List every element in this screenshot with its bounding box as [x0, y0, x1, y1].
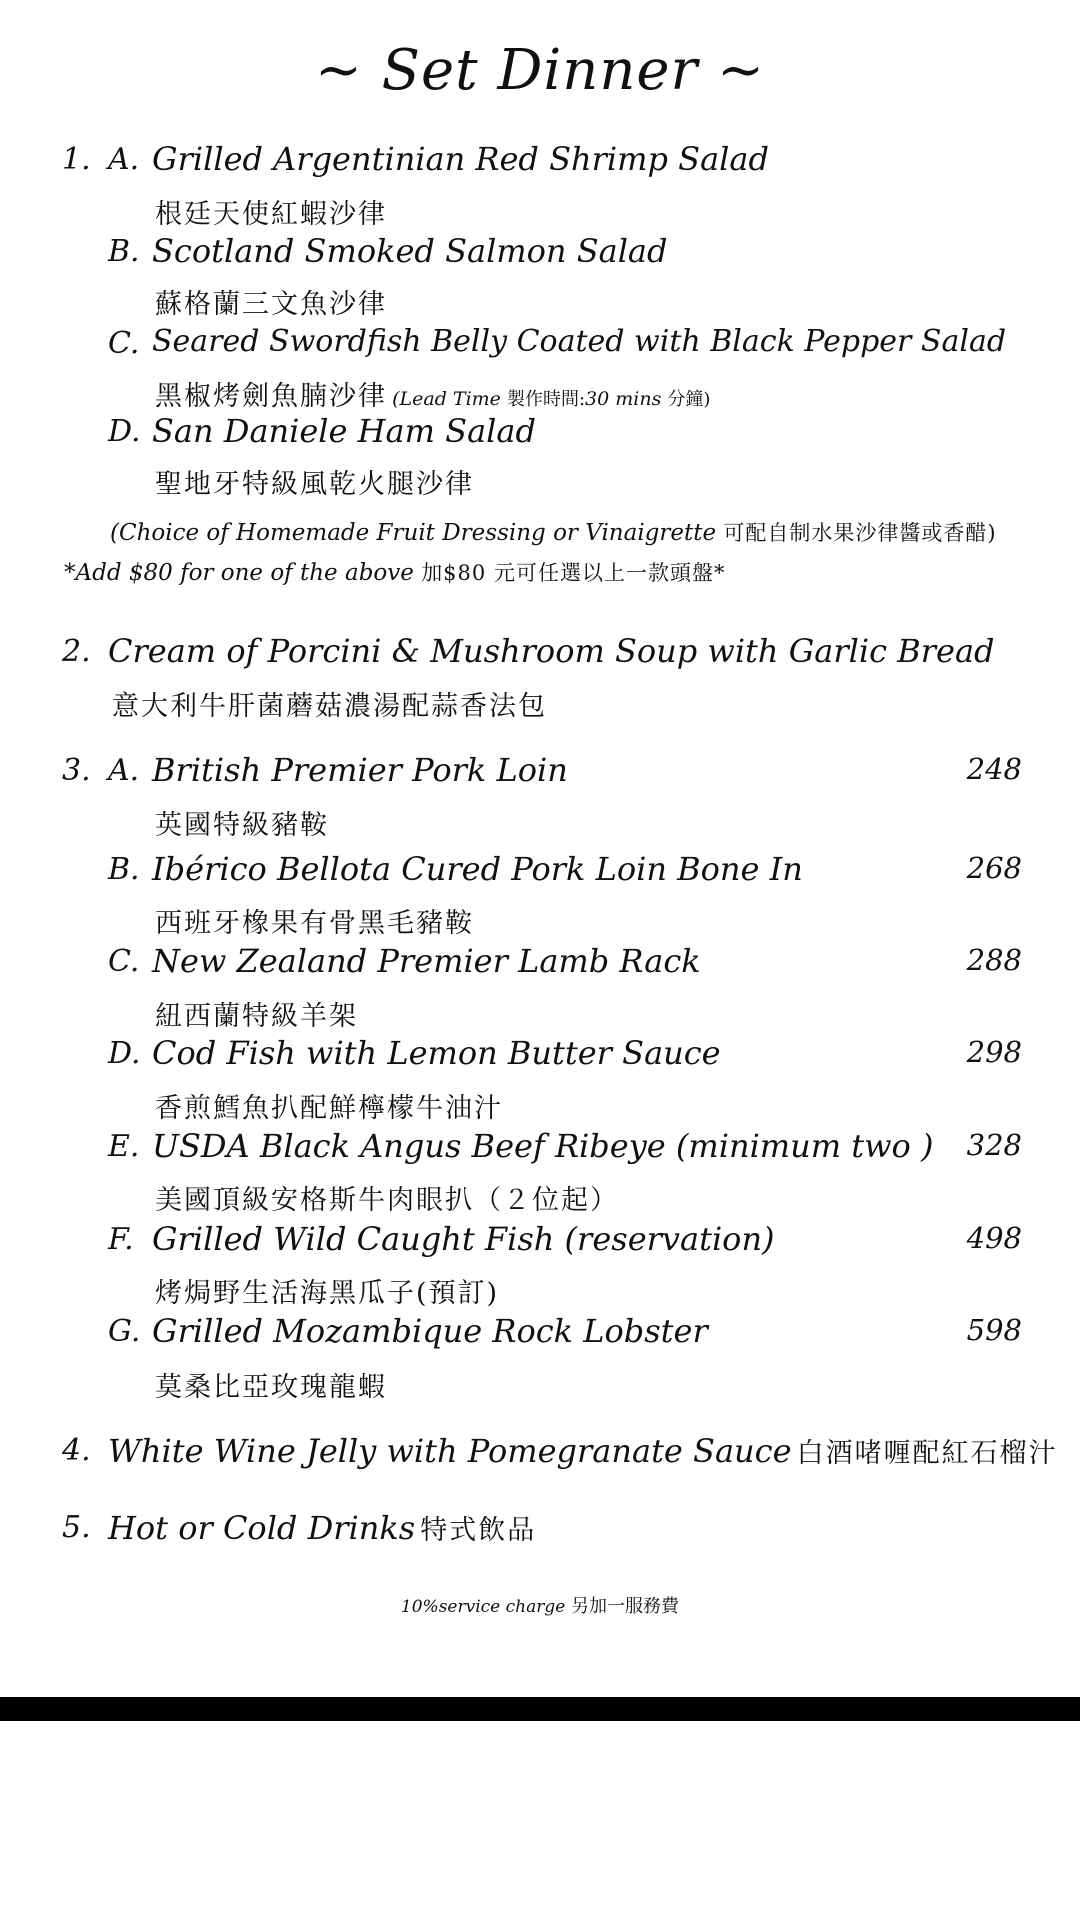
course-1a-letter: A.	[108, 142, 140, 177]
course-2-number: 2.	[62, 634, 91, 669]
course-3a-letter: A.	[108, 753, 140, 788]
course-4-number: 4.	[62, 1433, 91, 1468]
course-3f-name-en: Grilled Wild Caught Fish (reservation)	[152, 1220, 775, 1258]
course-5-number: 5.	[62, 1510, 91, 1545]
course-3e-name-en: USDA Black Angus Beef Ribeye (minimum two )	[152, 1127, 934, 1165]
course-1a-name-zh: 根廷天使紅蝦沙律	[155, 199, 387, 230]
course-3c-name-en: New Zealand Premier Lamb Rack	[152, 942, 701, 980]
course-5-name-zh: 特式飲品	[420, 1515, 537, 1546]
course-3b-letter: B.	[108, 852, 140, 887]
course-3-number: 3.	[62, 753, 91, 788]
course-1c-lead-time	[392, 388, 710, 410]
course-3f-letter: F.	[108, 1222, 134, 1257]
course-1a-name-en: Grilled Argentinian Red Shrimp Salad	[152, 140, 769, 178]
course-1b-name-en: Scotland Smoked Salmon Salad	[152, 232, 668, 270]
course-4-line	[108, 1431, 1058, 1470]
service-charge-zh: 另加一服務費	[571, 1596, 680, 1617]
course-3c-name-zh: 紐西蘭特級羊架	[155, 1001, 358, 1032]
course-3c-letter: C.	[108, 944, 140, 979]
dressing-choice-note	[110, 517, 997, 547]
course-4-name-zh: 白酒啫喱配紅石榴汁	[796, 1438, 1058, 1469]
course-5-line	[108, 1508, 536, 1547]
course-3e-name-zh: 美國頂級安格斯牛肉眼扒（２位起）	[155, 1185, 619, 1216]
course-3b-price: 268	[966, 851, 1022, 885]
course-3e-letter: E.	[108, 1129, 140, 1164]
add-on-en: *Add $80 for one of the above	[64, 560, 414, 586]
course-1d-name-zh: 聖地牙特級風乾火腿沙律	[155, 469, 474, 500]
dressing-choice-zh: 可配自制水果沙律醬或香醋)	[723, 521, 997, 545]
course-3b-name-zh: 西班牙橡果有骨黑毛豬鞍	[155, 908, 474, 939]
course-1c-letter: C.	[108, 326, 140, 361]
course-3d-letter: D.	[108, 1036, 141, 1071]
course-3g-name-zh: 莫桑比亞玫瑰龍蝦	[155, 1372, 387, 1403]
course-1c-name-en: Seared Swordfish Belly Coated with Black Pepper Salad	[152, 324, 1007, 359]
course-3g-name-en: Grilled Mozambique Rock Lobster	[152, 1312, 708, 1350]
course-1c-name-zh-line	[155, 374, 710, 413]
course-3a-name-zh: 英國特級豬鞍	[155, 810, 329, 841]
course-3f-name-zh: 烤焗野生活海黑瓜子(預訂)	[155, 1278, 500, 1309]
course-1c-lead-mins: 30 mins	[585, 388, 662, 410]
course-3g-letter: G.	[108, 1314, 141, 1349]
course-3e-price: 328	[966, 1128, 1022, 1162]
course-1c-lead-unit: 分鐘)	[667, 389, 711, 410]
course-3a-name-en: British Premier Pork Loin	[152, 751, 568, 789]
course-2-name-zh: 意大利牛肝菌蘑菇濃湯配蒜香法包	[112, 691, 547, 722]
course-1b-name-zh: 蘇格蘭三文魚沙律	[155, 289, 387, 320]
bottom-divider-bar	[0, 1697, 1080, 1721]
course-3d-price: 298	[966, 1035, 1022, 1069]
menu-title: ~ Set Dinner ~	[314, 38, 766, 103]
course-5-name-en: Hot or Cold Drinks	[108, 1509, 416, 1547]
add-on-zh: 加$80 元可任選以上一款頭盤*	[421, 561, 726, 585]
dressing-choice-en: (Choice of Homemade Fruit Dressing or Vinaigrette	[110, 520, 717, 546]
course-1c-lead-en: (Lead Time	[392, 388, 501, 410]
course-3d-name-en: Cod Fish with Lemon Butter Sauce	[152, 1034, 721, 1072]
course-3g-price: 598	[966, 1313, 1022, 1347]
service-charge-note	[0, 1592, 1080, 1618]
course-3b-name-en: Ibérico Bellota Cured Pork Loin Bone In	[152, 850, 803, 888]
course-3a-price: 248	[966, 752, 1022, 786]
course-2-name-en: Cream of Porcini & Mushroom Soup with Garlic Bread	[108, 632, 995, 670]
course-1b-letter: B.	[108, 234, 140, 269]
course-3d-name-zh: 香煎鱈魚扒配鮮檸檬牛油汁	[155, 1093, 503, 1124]
course-1d-letter: D.	[108, 414, 141, 449]
add-on-note	[64, 557, 725, 587]
course-1c-name-zh: 黑椒烤劍魚腩沙律	[155, 381, 387, 412]
course-3c-price: 288	[966, 943, 1022, 977]
course-3f-price: 498	[966, 1221, 1022, 1255]
course-4-name-en: White Wine Jelly with Pomegranate Sauce	[108, 1432, 792, 1470]
course-1-number: 1.	[62, 142, 91, 177]
service-charge-en: 10%service charge	[400, 1597, 566, 1617]
course-1c-lead-zh: 製作時間:	[506, 389, 586, 410]
course-1d-name-en: San Daniele Ham Salad	[152, 412, 536, 450]
